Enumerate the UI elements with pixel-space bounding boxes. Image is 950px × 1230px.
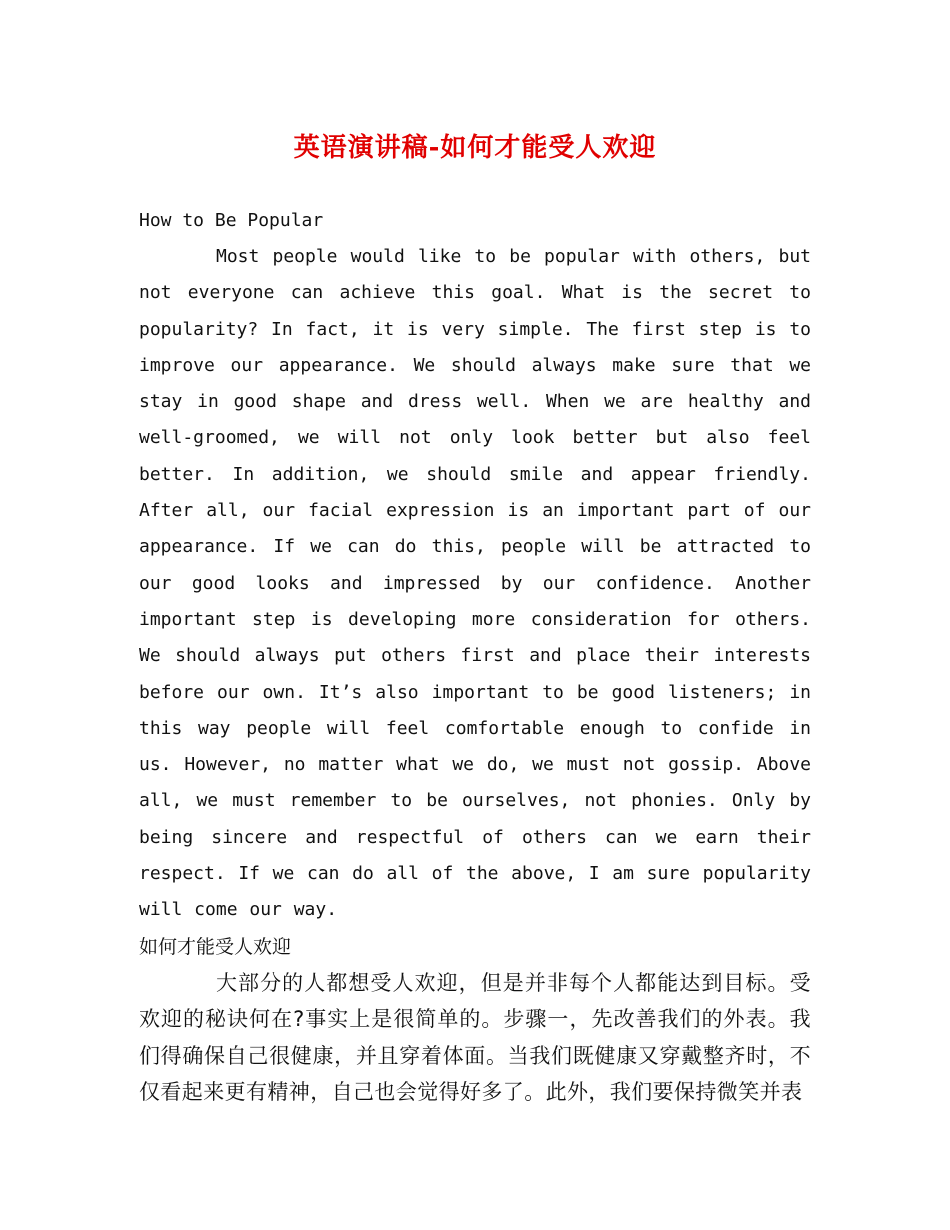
- english-body: Most people would like to be popular with others, but not everyone can achieve this goal. What is the secret to popularity? In fact, it is very simple. The first step is to improve our appearance. We should always make sure that we stay in good shape and dress well. When we are healthy and well-groomed, we will not only look better but also feel better. In addition, we should smile and appear friendly. After all, our facial expression is an important part of our appearance. If we can do this, people will be attracted to our good looks and impressed by our confidence. Another important step is developing more consideration for others. We should always put others first and place their interests before our own. It’s also important to be good listeners; in this way people will feel comfortable enough to confide in us. However, no matter what we do, we must not gossip. Above all, we must remember to be ourselves, not phonies. Only by being sincere and respectful of others can we earn their respect. If we can do all of the above, I am sure popularity will come our way.: [139, 246, 811, 921]
- chinese-heading: 如何才能受人欢迎: [139, 935, 292, 958]
- document-content: [139, 203, 811, 1111]
- chinese-body: 大部分的人都想受人欢迎，但是并非每个人都能达到目标。受欢迎的秘诀何在?事实上是很简单的。步骤一，先改善我们的外表。我们得确保自己很健康，并且穿着体面。当我们既健康又穿戴整齐时，不仅看起来更有精神，自己也会觉得好多了。此外，我们要保持微笑并表: [139, 970, 811, 1105]
- document-title: 英语演讲稿-如何才能受人欢迎: [293, 133, 657, 163]
- english-heading: How to Be Popular: [139, 210, 324, 231]
